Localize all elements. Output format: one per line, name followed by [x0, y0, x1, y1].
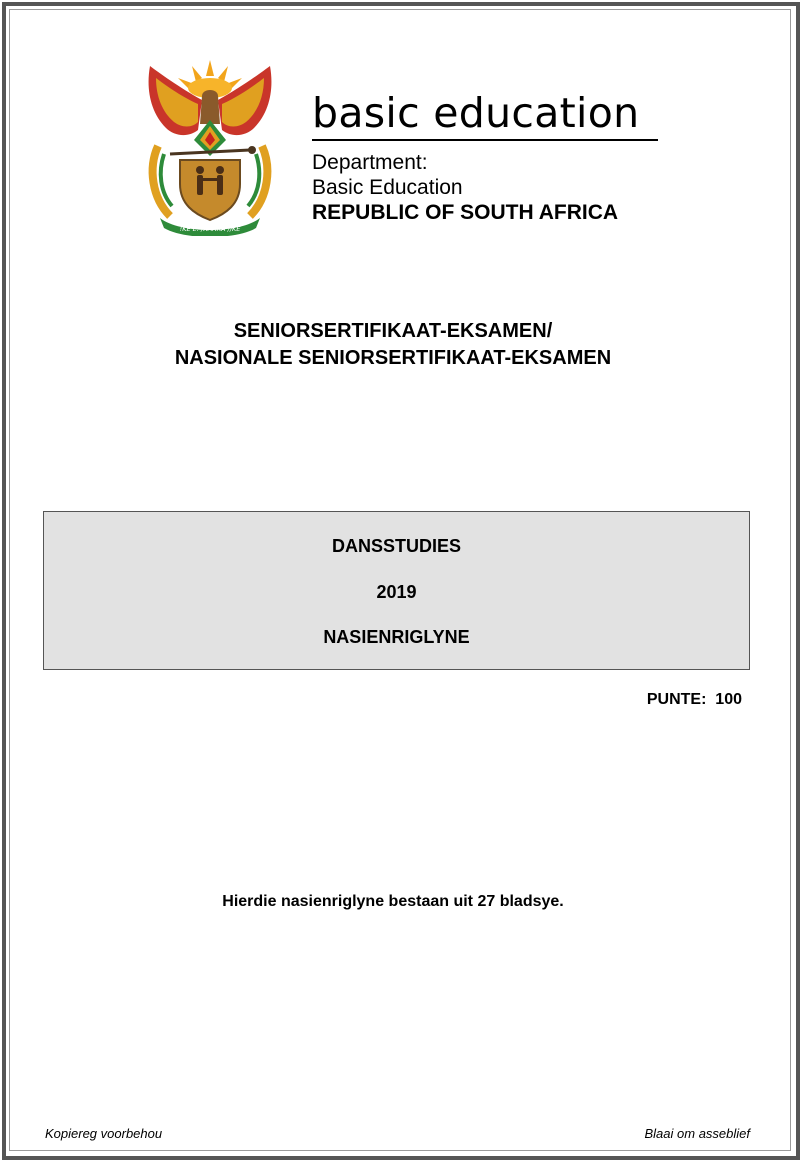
exam-title [0, 318, 786, 372]
department-name: Basic Education [312, 176, 463, 199]
coat-of-arms-icon [140, 58, 280, 236]
footer-copyright: Kopiereg voorbehou [45, 1126, 163, 1141]
total-marks [647, 691, 742, 709]
subject-year: 2019 [376, 582, 417, 602]
country-name: REPUBLIC OF SOUTH AFRICA [312, 201, 619, 224]
brand-name: basic education [312, 89, 640, 137]
subject-box [43, 511, 750, 670]
subject-name: DANSSTUDIES [331, 536, 461, 556]
shield-icon [180, 160, 240, 220]
page-count-note: Hierdie nasienriglyne bestaan uit 27 bladsye. [222, 893, 564, 910]
marks-label: PUNTE: [646, 691, 707, 708]
brand-divider [312, 139, 658, 141]
secretary-bird-icon [200, 90, 220, 124]
department-label: Department: [312, 151, 428, 174]
exam-title-line2: NASIONALE SENIORSERTIFIKAAT-EKSAMEN [174, 347, 612, 369]
spear-icon [170, 150, 250, 154]
footer-turn-page: Blaai om asseblief [644, 1126, 750, 1141]
marks-value: 100 [715, 691, 742, 708]
department-brand [312, 90, 662, 225]
document-type: NASIENRIGLYNE [323, 627, 470, 647]
crest-motto: !KE E: /XARRA //KE [179, 225, 241, 233]
exam-title-line1: SENIORSERTIFIKAAT-EKSAMEN/ [233, 320, 553, 342]
